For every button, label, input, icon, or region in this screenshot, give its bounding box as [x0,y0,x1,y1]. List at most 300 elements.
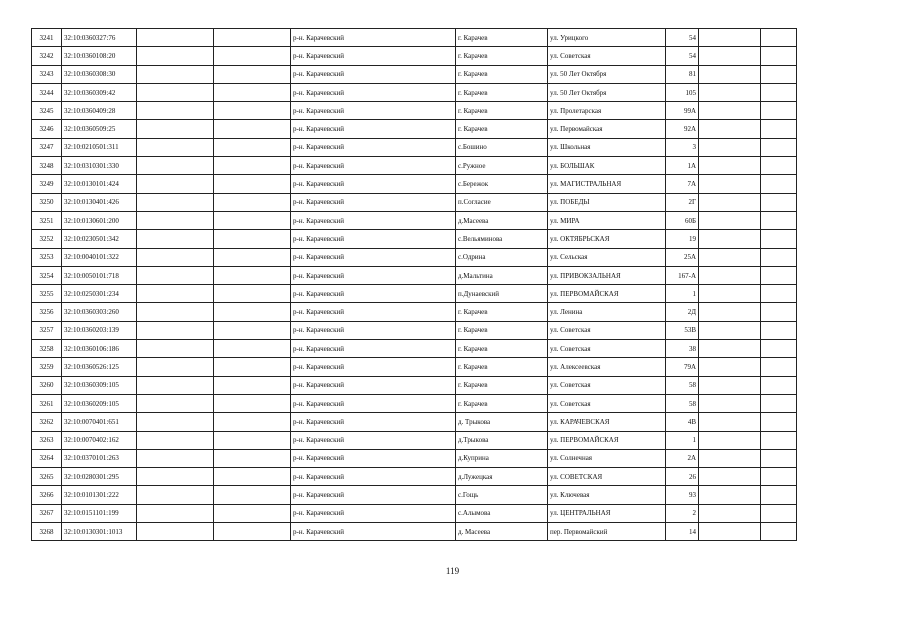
house-number-cell: 3 [666,138,699,156]
empty-cell [761,413,797,431]
empty-cell [137,248,214,266]
empty-cell [699,303,761,321]
row-number-cell: 3261 [32,394,62,412]
district-cell: р-н. Карачевский [291,65,456,83]
settlement-cell: г. Карачев [456,321,548,339]
row-number-cell: 3258 [32,340,62,358]
empty-cell [214,468,291,486]
district-cell: р-н. Карачевский [291,266,456,284]
row-number-cell: 3263 [32,431,62,449]
empty-cell [214,504,291,522]
table-body [32,29,797,541]
settlement-cell: г. Карачев [456,340,548,358]
settlement-cell: г. Карачев [456,29,548,47]
district-cell: р-н. Карачевский [291,504,456,522]
empty-cell [214,248,291,266]
empty-cell [761,157,797,175]
district-cell: р-н. Карачевский [291,248,456,266]
empty-cell [761,394,797,412]
district-cell: р-н. Карачевский [291,468,456,486]
empty-cell [761,468,797,486]
empty-cell [699,431,761,449]
empty-cell [699,230,761,248]
settlement-cell: г. Карачев [456,376,548,394]
district-cell: р-н. Карачевский [291,321,456,339]
house-number-cell: 167-А [666,266,699,284]
street-cell: ул. Ключевая [548,486,666,504]
empty-cell [137,230,214,248]
table-row [32,266,797,284]
street-cell: ул. 50 Лет Октября [548,65,666,83]
house-number-cell: 2А [666,449,699,467]
table-row [32,413,797,431]
empty-cell [699,248,761,266]
settlement-cell: д.Трыкова [456,431,548,449]
empty-cell [137,83,214,101]
cadastral-number-cell: 32:10:0360509:25 [62,120,137,138]
house-number-cell: 58 [666,394,699,412]
row-number-cell: 3249 [32,175,62,193]
empty-cell [699,83,761,101]
row-number-cell: 3257 [32,321,62,339]
district-cell: р-н. Карачевский [291,138,456,156]
table-row [32,102,797,120]
house-number-cell: 99А [666,102,699,120]
empty-cell [137,266,214,284]
table-row [32,230,797,248]
street-cell: ул. Урицкого [548,29,666,47]
empty-cell [214,120,291,138]
empty-cell [137,358,214,376]
settlement-cell: г. Карачев [456,120,548,138]
empty-cell [761,303,797,321]
street-cell: ул. Советская [548,47,666,65]
empty-cell [137,65,214,83]
row-number-cell: 3245 [32,102,62,120]
house-number-cell: 105 [666,83,699,101]
street-cell: ул. ПЕРВОМАЙСКАЯ [548,431,666,449]
street-cell: ул. Первомайская [548,120,666,138]
cadastral-number-cell: 32:10:0360209:105 [62,394,137,412]
empty-cell [137,340,214,358]
empty-cell [699,65,761,83]
table-row [32,175,797,193]
empty-cell [137,285,214,303]
district-cell: р-н. Карачевский [291,303,456,321]
empty-cell [699,285,761,303]
house-number-cell: 54 [666,29,699,47]
table-row [32,303,797,321]
page-number: 119 [445,566,460,576]
cadastral-number-cell: 32:10:0070401:651 [62,413,137,431]
table-row [32,376,797,394]
house-number-cell: 93 [666,486,699,504]
settlement-cell: г. Карачев [456,83,548,101]
empty-cell [214,266,291,284]
empty-cell [137,120,214,138]
empty-cell [214,29,291,47]
empty-cell [761,486,797,504]
empty-cell [137,138,214,156]
street-cell: ул. Советская [548,394,666,412]
empty-cell [761,321,797,339]
empty-cell [137,321,214,339]
street-cell: ул. Советская [548,340,666,358]
cadastral-number-cell: 32:10:0101301:222 [62,486,137,504]
empty-cell [214,449,291,467]
empty-cell [761,431,797,449]
district-cell: р-н. Карачевский [291,120,456,138]
table-row [32,47,797,65]
table-row [32,285,797,303]
settlement-cell: г. Карачев [456,102,548,120]
empty-cell [137,211,214,229]
row-number-cell: 3268 [32,523,62,541]
empty-cell [214,175,291,193]
table-row [32,29,797,47]
registry-table [31,28,797,541]
district-cell: р-н. Карачевский [291,102,456,120]
table-row [32,431,797,449]
district-cell: р-н. Карачевский [291,157,456,175]
empty-cell [761,65,797,83]
house-number-cell: 58 [666,376,699,394]
empty-cell [137,504,214,522]
settlement-cell: г. Карачев [456,303,548,321]
district-cell: р-н. Карачевский [291,193,456,211]
cadastral-number-cell: 32:10:0130101:424 [62,175,137,193]
empty-cell [137,431,214,449]
house-number-cell: 81 [666,65,699,83]
row-number-cell: 3267 [32,504,62,522]
street-cell: ул. Сельская [548,248,666,266]
district-cell: р-н. Карачевский [291,358,456,376]
street-cell: ул. БОЛЬШАК [548,157,666,175]
empty-cell [137,193,214,211]
empty-cell [761,211,797,229]
row-number-cell: 3260 [32,376,62,394]
house-number-cell: 38 [666,340,699,358]
district-cell: р-н. Карачевский [291,486,456,504]
empty-cell [699,358,761,376]
empty-cell [699,394,761,412]
settlement-cell: с.Вельяминова [456,230,548,248]
empty-cell [137,449,214,467]
row-number-cell: 3246 [32,120,62,138]
settlement-cell: д. Трыкова [456,413,548,431]
empty-cell [761,504,797,522]
row-number-cell: 3243 [32,65,62,83]
empty-cell [699,211,761,229]
cadastral-number-cell: 32:10:0360526:125 [62,358,137,376]
empty-cell [761,358,797,376]
settlement-cell: с.Гощь [456,486,548,504]
cadastral-number-cell: 32:10:0310301:330 [62,157,137,175]
district-cell: р-н. Карачевский [291,340,456,358]
empty-cell [699,340,761,358]
settlement-cell: г. Карачев [456,47,548,65]
empty-cell [214,486,291,504]
empty-cell [699,504,761,522]
cadastral-number-cell: 32:10:0360303:260 [62,303,137,321]
street-cell: ул. ОКТЯБРЬСКАЯ [548,230,666,248]
house-number-cell: 4В [666,413,699,431]
settlement-cell: с.Бережок [456,175,548,193]
street-cell: ул. Советская [548,321,666,339]
row-number-cell: 3264 [32,449,62,467]
empty-cell [761,193,797,211]
row-number-cell: 3256 [32,303,62,321]
street-cell: ул. МИРА [548,211,666,229]
cadastral-number-cell: 32:10:0070402:162 [62,431,137,449]
empty-cell [699,449,761,467]
house-number-cell: 1 [666,285,699,303]
street-cell: ул. ПРИВОКЗАЛЬНАЯ [548,266,666,284]
empty-cell [699,29,761,47]
row-number-cell: 3255 [32,285,62,303]
row-number-cell: 3265 [32,468,62,486]
house-number-cell: 1 [666,431,699,449]
settlement-cell: с.Ружное [456,157,548,175]
empty-cell [699,321,761,339]
table-row [32,193,797,211]
settlement-cell: д.Мальтина [456,266,548,284]
empty-cell [214,358,291,376]
district-cell: р-н. Карачевский [291,47,456,65]
empty-cell [761,376,797,394]
cadastral-number-cell: 32:10:0250301:234 [62,285,137,303]
table-row [32,83,797,101]
district-cell: р-н. Карачевский [291,29,456,47]
house-number-cell: 2 [666,504,699,522]
house-number-cell: 25А [666,248,699,266]
cadastral-number-cell: 32:10:0151101:199 [62,504,137,522]
settlement-cell: п.Дунаевский [456,285,548,303]
empty-cell [137,102,214,120]
empty-cell [214,83,291,101]
table-row [32,394,797,412]
cadastral-number-cell: 32:10:0280301:295 [62,468,137,486]
empty-cell [137,376,214,394]
empty-cell [214,321,291,339]
table-row [32,138,797,156]
empty-cell [214,193,291,211]
empty-cell [214,47,291,65]
row-number-cell: 3259 [32,358,62,376]
street-cell: ул. Солнечная [548,449,666,467]
row-number-cell: 3252 [32,230,62,248]
empty-cell [761,449,797,467]
empty-cell [214,523,291,541]
cadastral-number-cell: 32:10:0360308:30 [62,65,137,83]
table-row [32,340,797,358]
district-cell: р-н. Карачевский [291,376,456,394]
table-row [32,486,797,504]
cadastral-number-cell: 32:10:0230501:342 [62,230,137,248]
cadastral-number-cell: 32:10:0360309:105 [62,376,137,394]
house-number-cell: 54 [666,47,699,65]
street-cell: ул. СОВЕТСКАЯ [548,468,666,486]
empty-cell [761,29,797,47]
street-cell: ул. Алексеевская [548,358,666,376]
row-number-cell: 3250 [32,193,62,211]
empty-cell [761,138,797,156]
empty-cell [137,413,214,431]
house-number-cell: 14 [666,523,699,541]
district-cell: р-н. Карачевский [291,523,456,541]
district-cell: р-н. Карачевский [291,211,456,229]
row-number-cell: 3247 [32,138,62,156]
empty-cell [699,175,761,193]
house-number-cell: 26 [666,468,699,486]
cadastral-number-cell: 32:10:0130601:200 [62,211,137,229]
empty-cell [761,175,797,193]
empty-cell [699,47,761,65]
empty-cell [699,157,761,175]
house-number-cell: 53В [666,321,699,339]
empty-cell [699,266,761,284]
district-cell: р-н. Карачевский [291,175,456,193]
street-cell: ул. 50 Лет Октября [548,83,666,101]
table-row [32,120,797,138]
district-cell: р-н. Карачевский [291,394,456,412]
empty-cell [214,230,291,248]
empty-cell [699,523,761,541]
empty-cell [699,138,761,156]
row-number-cell: 3254 [32,266,62,284]
empty-cell [137,486,214,504]
district-cell: р-н. Карачевский [291,285,456,303]
settlement-cell: д.Лужецкая [456,468,548,486]
empty-cell [699,102,761,120]
cadastral-number-cell: 32:10:0130301:1013 [62,523,137,541]
row-number-cell: 3241 [32,29,62,47]
empty-cell [761,230,797,248]
settlement-cell: д. Масеева [456,523,548,541]
empty-cell [214,102,291,120]
house-number-cell: 60Б [666,211,699,229]
district-cell: р-н. Карачевский [291,449,456,467]
empty-cell [137,29,214,47]
empty-cell [761,47,797,65]
table-row [32,211,797,229]
table-row [32,157,797,175]
empty-cell [137,468,214,486]
row-number-cell: 3253 [32,248,62,266]
empty-cell [761,102,797,120]
cadastral-number-cell: 32:10:0210501:311 [62,138,137,156]
settlement-cell: г. Карачев [456,358,548,376]
settlement-cell: г. Карачев [456,394,548,412]
cadastral-number-cell: 32:10:0370101:263 [62,449,137,467]
empty-cell [214,211,291,229]
table-row [32,65,797,83]
empty-cell [214,138,291,156]
street-cell: ул. ПОБЕДЫ [548,193,666,211]
empty-cell [137,47,214,65]
street-cell: ул. ПЕРВОМАЙСКАЯ [548,285,666,303]
empty-cell [137,303,214,321]
district-cell: р-н. Карачевский [291,413,456,431]
cadastral-number-cell: 32:10:0040101:322 [62,248,137,266]
table-row [32,523,797,541]
table-row [32,449,797,467]
cadastral-number-cell: 32:10:0360327:76 [62,29,137,47]
settlement-cell: п.Согласие [456,193,548,211]
street-cell: пер. Первомайский [548,523,666,541]
empty-cell [699,486,761,504]
empty-cell [214,285,291,303]
district-cell: р-н. Карачевский [291,431,456,449]
street-cell: ул. Ленина [548,303,666,321]
empty-cell [214,303,291,321]
empty-cell [214,376,291,394]
cadastral-number-cell: 32:10:0360309:42 [62,83,137,101]
district-cell: р-н. Карачевский [291,83,456,101]
table-row [32,358,797,376]
empty-cell [699,120,761,138]
row-number-cell: 3266 [32,486,62,504]
house-number-cell: 2Д [666,303,699,321]
empty-cell [761,248,797,266]
empty-cell [214,157,291,175]
cadastral-number-cell: 32:10:0360203:139 [62,321,137,339]
settlement-cell: д.Куприна [456,449,548,467]
settlement-cell: с.Одрина [456,248,548,266]
cadastral-number-cell: 32:10:0130401:426 [62,193,137,211]
settlement-cell: д.Масеева [456,211,548,229]
table-row [32,248,797,266]
empty-cell [214,394,291,412]
house-number-cell: 92А [666,120,699,138]
table-row [32,321,797,339]
row-number-cell: 3251 [32,211,62,229]
street-cell: ул. Школьная [548,138,666,156]
row-number-cell: 3262 [32,413,62,431]
district-cell: р-н. Карачевский [291,230,456,248]
row-number-cell: 3248 [32,157,62,175]
street-cell: ул. МАГИСТРАЛЬНАЯ [548,175,666,193]
empty-cell [761,266,797,284]
empty-cell [214,340,291,358]
empty-cell [699,413,761,431]
table-row [32,504,797,522]
empty-cell [137,523,214,541]
house-number-cell: 2Г [666,193,699,211]
empty-cell [761,120,797,138]
house-number-cell: 7А [666,175,699,193]
settlement-cell: с.Алымова [456,504,548,522]
house-number-cell: 19 [666,230,699,248]
empty-cell [137,175,214,193]
settlement-cell: г. Карачев [456,65,548,83]
cadastral-number-cell: 32:10:0050101:718 [62,266,137,284]
settlement-cell: с.Бошино [456,138,548,156]
street-cell: ул. Пролетарская [548,102,666,120]
row-number-cell: 3244 [32,83,62,101]
empty-cell [137,157,214,175]
empty-cell [761,285,797,303]
table-row [32,468,797,486]
empty-cell [761,523,797,541]
empty-cell [699,376,761,394]
row-number-cell: 3242 [32,47,62,65]
empty-cell [761,340,797,358]
empty-cell [699,193,761,211]
cadastral-number-cell: 32:10:0360409:28 [62,102,137,120]
street-cell: ул. КАРАЧЕВСКАЯ [548,413,666,431]
cadastral-number-cell: 32:10:0360108:20 [62,47,137,65]
